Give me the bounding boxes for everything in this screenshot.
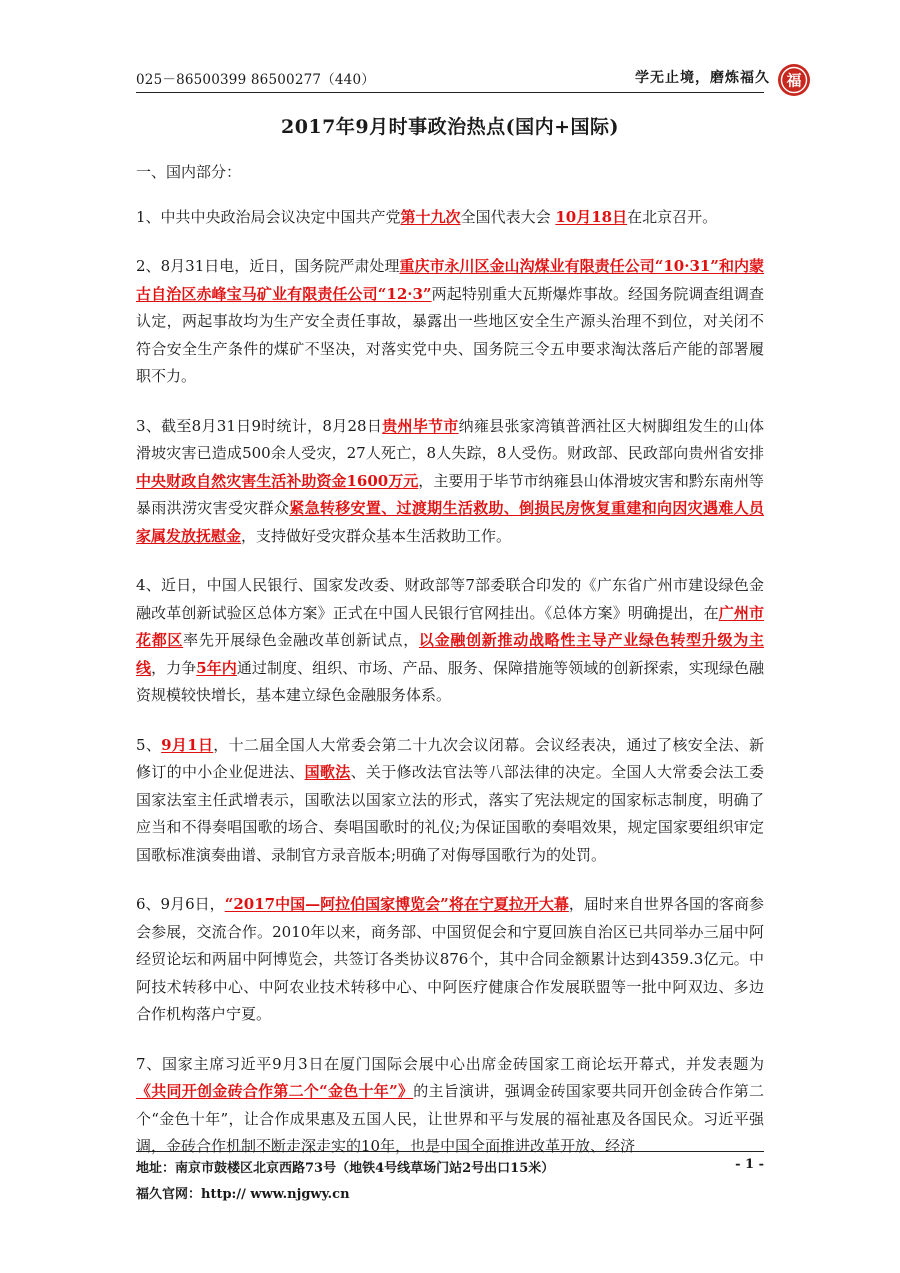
body-text: ，十二届全国人大常委会第二十九次会议闭幕。会议经表决，通过了核安全法、新修订的中小企业促进法、 [136,735,765,781]
body-text: 3、截至8月31日9时统计，8月28日 [136,416,383,435]
highlight-text: 《共同开创金砖合作第二个“金色十年”》 [136,1082,414,1100]
highlight-text: 以金融创新推动战略性主导产业绿色转型升级为主线 [136,631,764,677]
body-text: ，主要用于毕节市纳雍县山体滑坡灾害和黔东南州等暴雨洪涝灾害受灾群众 [136,471,764,517]
body-text: 率先开展绿色金融改革创新试点， [183,631,419,649]
page-header [136,66,800,90]
highlight-text: 国歌法 [304,763,351,781]
body-text: 7、国家主席习近平9月3日在厦门国际会展中心出席金砖国家工商论坛开幕式，并发表题为 [136,1054,764,1073]
fujiu-logo-icon [776,62,812,98]
highlight-text: 10月18日 [555,207,628,226]
news-item-3 [136,413,764,551]
header-motto: 学无止境，磨炼福久 [635,70,770,86]
footer-address: 地址：南京市鼓楼区北京西路73号（地铁4号线草场门站2号出口15米） [136,1161,555,1176]
body-text: 6、9月6日， [136,895,225,913]
body-text: 全国代表大会 [460,207,556,226]
header-phone: 025－86500399 86500277（440） [136,72,375,88]
body-text: 、关于修改法官法等八部法律的决定。全国人大常委会法工委国家法室主任武增表示，国歌法以国家立法的形式，落实了宪法规定的国家标志制度，明确了应当和不得奏唱国歌的场合、奏唱国歌时的礼仪;为保证国歌的奏唱效果，规定国家要组织审定国歌标准演奏曲谱、录制官方录音版本;明确了对侮辱国歌行为的处罚。 [136,763,764,864]
highlight-text: 中央财政自然灾害生活补助资金1600万元 [136,471,419,490]
news-item-6 [136,891,764,1029]
body-text: 5、 [136,735,162,754]
body-text: 在北京召开。 [627,207,718,226]
page-number: - 1 - [735,1157,764,1172]
body-text: ，届时来自世界各国的客商参会参展，交流合作。2010年以来，商务部、中国贸促会和宁夏回族自治区已共同举办三届中阿经贸论坛和两届中阿博览会，共签订各类协议876个，其中合同金额累计达到4359.3亿元。中阿技术转移中心、中阿农业技术转移中心、中阿医疗健康合作发展联盟等一批中阿双边、多边合作机构落户宁夏。 [136,895,764,1023]
section-heading: 一、国内部分： [136,163,242,181]
body-text: ，力争 [151,658,197,677]
highlight-text: 紧急转移安置、过渡期生活救助、倒损民房恢复重建和向因灾遇难人员家属发放抚慰金 [136,499,764,545]
highlight-text: “2017中国—阿拉伯国家博览会”将在宁夏拉开大幕 [224,895,569,913]
footer-divider [136,1151,764,1152]
document-body [136,159,764,1183]
highlight-text: 9月1日 [161,735,214,754]
highlight-text: 5年内 [196,658,237,677]
body-text: 4、近日，中国人民银行、国家发改委、财政部等7部委联合印发的《广东省广州市建设绿色金融改革创新试验区总体方案》正式在中国人民银行官网挂出。《总体方案》明确提出，在 [136,576,764,622]
news-item-2 [136,253,764,391]
body-text: 1、中共中央政治局会议决定中国共产党 [136,207,401,226]
footer-website: 福久官网：http:// www.njgwy.cn [136,1187,350,1202]
body-text: 两起特别重大瓦斯爆炸事故。经国务院调查组调查认定，两起事故均为生产安全责任事故，暴露出一些地区安全生产源头治理不到位，对关闭不符合安全生产条件的煤矿不坚决，对落实党中央、国务院三令五申要求淘汰落后产能的部署履职不力。 [136,284,764,385]
header-divider [136,92,764,93]
body-text: ，支持做好受灾群众基本生活救助工作。 [241,526,512,545]
news-item-7 [136,1051,764,1161]
highlight-text: 第十九次 [400,207,461,226]
highlight-text: 重庆市永川区金山沟煤业有限责任公司“10·31”和内蒙古自治区赤峰宝马矿业有限责任公司“12·3” [136,257,764,303]
news-item-5 [136,732,764,870]
page-title: 2017年9月时事政治热点(国内+国际) [280,116,619,138]
svg-text:福: 福 [786,71,802,90]
highlight-text: 贵州毕节市 [382,416,459,435]
body-text: 的主旨演讲，强调金砖国家要共同开创金砖合作第二个“金色十年”，让合作成果惠及五国人民，让世界和平与发展的福祉惠及各国民众。习近平强调，金砖合作机制不断走深走实的10年，也是中国全面推进改革开放、经济 [136,1082,764,1155]
body-text: 纳雍县张家湾镇普洒社区大树脚组发生的山体滑坡灾害已造成500余人受灾，27人死亡，8人失踪，8人受伤。财政部、民政部向贵州省安排 [136,416,764,462]
news-item-1 [136,204,764,232]
body-text: 通过制度、组织、市场、产品、服务、保障措施等领域的创新探索，实现绿色融资规模较快增长，基本建立绿色金融服务体系。 [136,658,764,704]
body-text: 2、8月31日电，近日，国务院严肃处理 [136,257,400,275]
news-item-4 [136,572,764,710]
highlight-text: 广州市花都区 [136,603,764,649]
news-item-list [136,204,764,1161]
